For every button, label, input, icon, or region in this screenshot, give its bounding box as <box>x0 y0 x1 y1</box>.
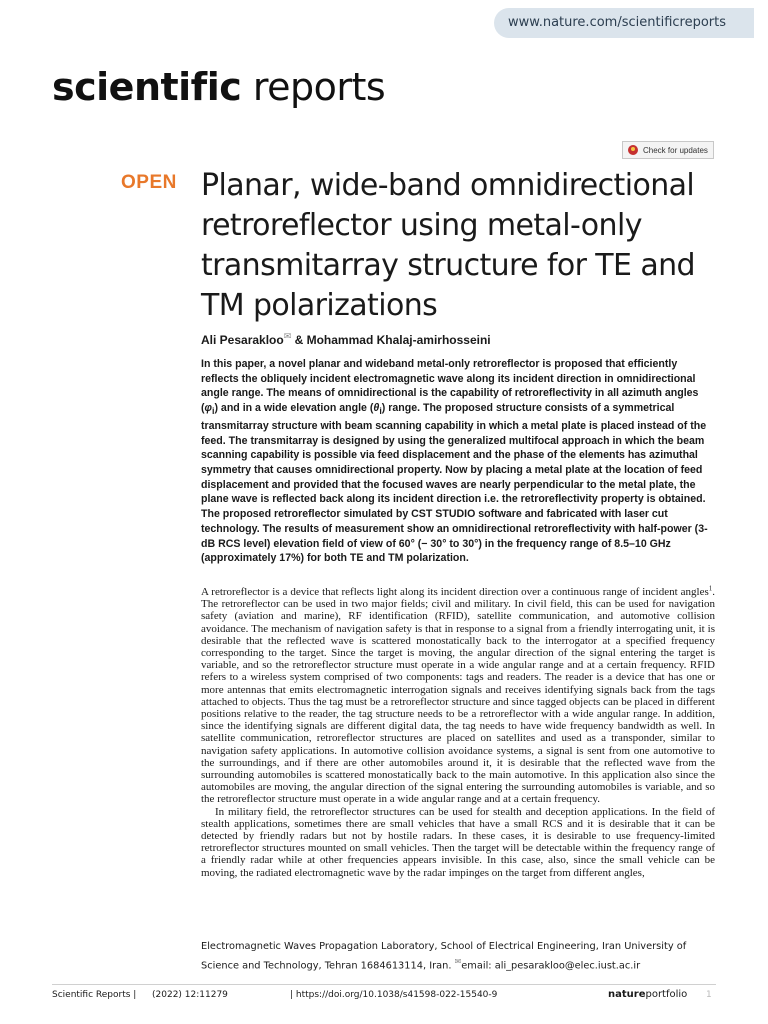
phi-symbol: φ <box>204 402 212 415</box>
author-affiliation <box>201 939 721 973</box>
subscript-i-theta: i <box>379 406 382 417</box>
paragraph-1-text-b: . The retroreflector can be used in two major fields; civil and military. In civil field, this can be used for navigation safety (aviation and marine), RF identification (RFID), satellite communication, and automotive collision avoidance. The mechanism of navigation safety is that in response to a signal from a friendly interrogating unit, it is desirable that the reflected wave is scattered monostatically back to the interrogator at a specified frequency corresponding to the target. Since the target is moving, the angular direction of the signal entering the target is variable, and so the retroreflector structure must operate in a wide angular range and at a certain frequency. RFID refers to a wireless system comprised of two components: tags and readers. The reader is a device that has one or more antennas that emits electromagnetic interrogation signals and receives identifying signals back from the tags attached to objects. Thus the tag must be a retroreflector structure and since tagged objects can be placed in different positions relative to the reader, the tag structure needs to be a retroreflector with a wide angular range. In addition, since the identifying signals are different digital data, the tag needs to have wide frequency bandwidth as well. In satellite communication, retroreflector structures are placed on satellites and used as a transponder, similar to navigation safety applications. In automotive collision avoidance systems, a signal is sent from one automotive to the surroundings, and if there are other automobiles around it, it is desirable that the reflected wave from the surrounding automobiles is scattered monostatically back to the main automotive. In this application also since the automobiles are moving, the angular direction of the signal entering the surrounding automobiles is variable, and so the retroreflector structure must operate in a wide angular range and at a certain frequency. <box>201 586 715 806</box>
body-text <box>201 586 715 879</box>
corresponding-email[interactable]: email: ali_pesarakloo@elec.iust.ac.ir <box>461 960 641 972</box>
abstract <box>201 357 716 566</box>
paragraph-1-text-a: A retroreflector is a device that reflects light along its incident direction over a continuous range of incident angles <box>201 586 709 598</box>
crossmark-icon <box>628 145 638 155</box>
page-number: 1 <box>706 990 712 1000</box>
page-footer <box>52 990 716 1004</box>
check-for-updates-label: Check for updates <box>643 145 708 155</box>
brand-bold: nature <box>608 989 646 1000</box>
envelope-icon[interactable]: ✉ <box>283 331 292 341</box>
abstract-text-2: ) and in a wide elevation angle ( <box>214 402 374 415</box>
nature-portfolio-logo <box>608 989 687 1000</box>
journal-name-light: reports <box>252 65 386 109</box>
footer-citation: (2022) 12:11279 <box>152 990 228 1000</box>
author-name-1[interactable]: Ali Pesarakloo <box>201 333 284 347</box>
abstract-text-1: In this paper, a novel planar and wideband metal-only retroreflector is proposed that efficiently reflects the obliquely incident electromagnetic wave along its incident direction in omnidirectional angle range. The means of omnidirectional is the capability of retroreflectivity in all azimuth angles ( <box>201 358 699 415</box>
check-for-updates-button[interactable] <box>622 141 714 159</box>
author-name-2[interactable]: & Mohammad Khalaj-amirhosseini <box>291 333 491 347</box>
theta-symbol: θ <box>373 402 380 415</box>
reference-1-link[interactable]: 1 <box>708 584 713 593</box>
brand-light: portfolio <box>645 989 688 1000</box>
author-list <box>201 331 491 347</box>
abstract-text-3: ) range. The proposed structure consists of a symmetrical transmitarray structure with beam scanning capability in which a metal plate is placed instead of the feed. The transmitarray is designed by using the generalized multifocal approach in which the beam scanning capability is possible via feed displacement and the phase of the elements has azimuthal symmetry that causes omnidirectional property. Now by placing a metal plate at the location of feed displacement and provided that the focused waves are nearly perpendicular to the metal plate, the plane wave is reflected back along its incident direction i.e. the retroreflectivity property is obtained. The proposed retroreflector simulated by CST STUDIO software and fabricated with laser cut technology. The results of measurement show an omnidirectional retroreflectivity with half-power (3-dB RCS level) elevation field of view of 60° (− 30° to 30°) in the frequency range of 8.5–10 GHz (approximately 17%) for both TE and TM polarization. <box>201 402 708 565</box>
email-envelope-icon: ✉ <box>454 957 462 966</box>
footer-doi-link[interactable]: | https://doi.org/10.1038/s41598-022-15540-9 <box>290 990 498 1000</box>
article-title: Planar, wide-band omnidirectional retroreflector using metal-only transmitarray structure for TE and TM polarizations <box>201 168 695 323</box>
paragraph-1 <box>201 586 715 806</box>
footer-divider <box>52 984 716 985</box>
subscript-i-phi: i <box>212 406 215 417</box>
journal-name-bold: scientific <box>52 65 242 109</box>
journal-url[interactable]: www.nature.com/scientificreports <box>508 15 727 30</box>
affiliation-text: Electromagnetic Waves Propagation Laboratory, School of Electrical Engineering, Iran University of Science and Technology, Tehran 1684613114, Iran. <box>201 941 687 972</box>
open-access-label: OPEN <box>121 172 177 193</box>
footer-journal-name: Scientific Reports | <box>52 990 137 1000</box>
journal-url-bar[interactable] <box>494 8 754 38</box>
paragraph-2: In military field, the retroreflector structures can be used for stealth and deception applications. In the field of stealth applications, sometimes there are small vehicles that have a small RCS and it is desirable that it can be detected by friendly radars but not by hostile radars. In these cases, it is desirable to use frequency-limited retroreflector structures mounted on small vehicles. Then the target will be detectable within the frequency range of a friendly radar while at other frequencies appears invisible. In this case, also, since the small vehicle can be moving, the radiated electromagnetic wave by the radar impinges on the target from different angles, <box>201 805 715 879</box>
journal-logo[interactable] <box>52 64 385 110</box>
